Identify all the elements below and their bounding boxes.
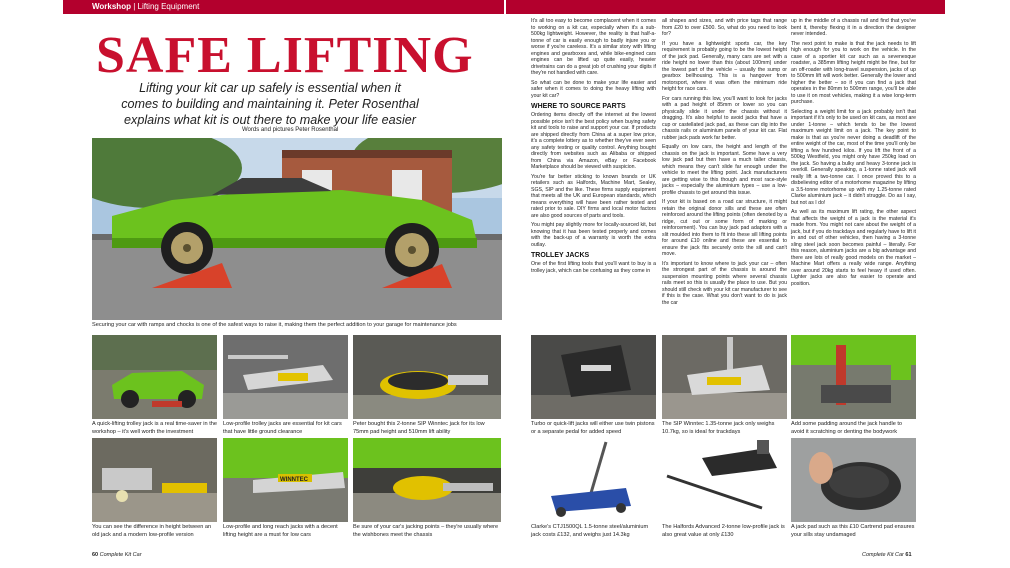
article-paragraph: If you have a lightweight sports car, the key requirement is probably going to be the lowest height of the jack pad. Generally, many cars are set with a ride height no lower than this (about 100mm) under the lowest part of the vehicle – usually the sump or gearbox bellhousing. This is a hangover from motorsport, where it was often the minimum ride height for race cars. (662, 40, 787, 92)
caption-left-row1-2: Low-profile trolley jacks are essential for kit cars that have little ground clearance (223, 421, 342, 435)
magazine-name-right: Complete Kit Car (862, 552, 904, 558)
page-number-left: 60 (92, 552, 99, 558)
photo-sip-winntec-jack (353, 335, 501, 419)
section-tag: Workshop | Lifting Equipment (92, 2, 200, 11)
caption-right-row1-1: Turbo or quick-lift jacks will either use twin pistons or a separate pedal for added speed (531, 421, 655, 435)
footer-right (862, 552, 912, 558)
section-label: Workshop (92, 2, 131, 11)
article-paragraph: If your kit is based on a road car structure, it might retain the original donor sills and these are often reinforced around the lifting points (often denoted by a ridge, cut out or some form of marking or reinforcement). You can buy jack pad adaptors with a slit moulded into them to fit into these sill lifting points for around £10 online and these are essential to ensure the jack fits securely onto the sill and can't move. (662, 199, 787, 257)
article-paragraph: It's important to know where to jack your car – often the strongest part of the chassis is around the suspension mounting points where several chassis rails meet so this is usually the place to use. But you should still check with your kit car manufacturer to see if this is the case. What you don't want to do is jack the car (662, 260, 787, 306)
photo-clarke-jack (531, 438, 656, 522)
article-paragraph: The next point to make is that the jack needs to lift high enough for you to work on the vehicle. In the case of a sportier kit car such as a sevenesque roadster, a 385mm lifting height might be fine, but for an off-roader with long-travel suspension, jacks of up to 500mm lift will work better. Generally the lower and higher the better – so if you can find a jack that operates in the 80mm to 500mm range, you'll be able to use it on most vehicles, making it a wise long-term purchase. (791, 40, 916, 105)
subheading-trolley-jacks: TROLLEY JACKS (531, 252, 590, 259)
article-title: SAFE LIFTING (96, 27, 474, 84)
caption-left-row1-1: A quick-lifting trolley jack is a real time-saver in the workshop – it's well worth the investment (92, 421, 217, 435)
hero-caption: Securing your car with ramps and chocks is one of the safest ways to raise it, making them the perfect addition to your garage for maintenance jobs (92, 322, 457, 328)
caption-left-row2-3: Be sure of your car's jacking points – they're usually where the wishbones meet the chassis (353, 524, 499, 538)
byline: Words and pictures Peter Rosenthal (242, 127, 339, 133)
jack-brand-label: WINNTEC (280, 477, 308, 483)
photo-sip-winntec-lightweight-jack (662, 335, 787, 419)
caption-right-row1-3: Add some padding around the jack handle to avoid it scratching or denting the bodywork (791, 421, 903, 435)
article-paragraph: Equally on low cars, the height and length of the chassis on the jack is important. Some have a very low jack pad but then have a much taller chassis, which means they can't slide far enough under the vehicle to meet the lifting point. Jack manufacturers are getting wise to this though and most race-style jacks – especially the aluminium types – use a low-profile chassis to get around this issue. (662, 144, 787, 196)
photo-halfords-jack (662, 438, 787, 522)
photo-jacking-point (353, 438, 501, 522)
article-paragraph: Ordering items directly off the internet at the lowest possible price isn't the best policy when buying safety kit and tools to raise and support your car. If products are shipped directly from China at a super low price, it's a complete lottery as to whether they've ever seen any safety testing or quality control. Anything bought directly from websites such as Alibaba or shipped from China via Amazon, eBay or Facebook Marketplace should be viewed with suspicion. (531, 112, 656, 170)
page-number-right: 61 (905, 552, 912, 558)
photo-long-reach-jack (223, 438, 348, 522)
article-standfirst: Lifting your kit car up safely is essential when it comes to building and maintaining it. Peter Rosenthal explains what kit is out there to make your life easier (121, 81, 419, 127)
caption-left-row2-1: You can see the difference in height between an old jack and a modern low-profile version (92, 524, 212, 538)
photo-cartrend-jack-pad (791, 438, 916, 522)
article-paragraph: You might pay slightly more for locally-sourced kit, but knowing that it has been tested properly and comes with the back-up of a warranty is worth the extra outlay. (531, 222, 656, 248)
photo-padded-jack-handle (791, 335, 916, 419)
article-paragraph: up in the middle of a chassis rail and find that you've bent it, thereby flexing it in a direction the designer never intended. (791, 18, 916, 37)
magazine-name-left: Complete Kit Car (99, 552, 142, 558)
caption-right-row2-1: Clarke's CTJ1500QL 1.5-tonne steel/aluminium jack costs £132, and weighs just 14.3kg (531, 524, 649, 538)
header-bar-right (506, 0, 945, 14)
article-paragraph: You're far better sticking to known brands or UK retailers such as Halfords, Machine Mart, Sealey, SGS, SIP and the like. These firms supply equipment that meets all the UK and European standards, which means everything will have been rather tested and rated prior to sale. DIY firms and local motor factors are also good sources of parts and tools. (531, 173, 656, 219)
caption-right-row1-2: The SIP Winntec 1.35-tonne jack only weighs 10.7kg, so is ideal for trackdays (662, 421, 775, 435)
photo-car-on-trolley-jack (92, 335, 217, 419)
caption-left-row2-2: Low-profile and long reach jacks with a decent lifting height are a must for low cars (223, 524, 338, 538)
article-column-3 (791, 18, 916, 287)
photo-twin-piston-jack (531, 335, 656, 419)
article-paragraph: One of the first lifting tools that you'll want to buy is a trolley jack, which can be confusing as they come in (531, 261, 656, 274)
hero-photo-green-car-on-ramps (92, 138, 502, 320)
caption-right-row2-3: A jack pad such as this £10 Cartrend pad ensures your sills stay undamaged (791, 524, 915, 538)
article-column-1 (531, 18, 656, 274)
article-paragraph: For cars running this low, you'll want to look for jacks with a pad height of 85mm or lower so you can physically slide it under the chassis without it dragging. It's also helpful to avoid jacks that have a cup or castellated jack pad, as these can dig into the chassis rails or aluminium panels of your kit car. Flat rubber jack pads work far better. (662, 95, 787, 141)
article-paragraph: Selecting a weight limit for a jack probably isn't that important if it's only to be used on kit cars, as most are under 1-tonne – which tends to be the lowest maximum weight limit on a jack. The key point to make is that as you're never doing a deadlift of the entire weight of the car, most of the time you'll only be lifting a few hundred kilos. If you lift the front of a 500kg Westfield, you might only have 250kg load on the jack. So having a bulky and heavy 3-tonne jack is overkill. Generally speaking, a 1-tonne rated jack will really lift a two-tonne car. I once proved this to a disbelieving editor of a motorhome magazine by lifting a 3.5-tonne motorhome up with my 1.25-tonne rated Clarke aluminium jack – it didn't struggle. Do as I say, but not as I do! (791, 108, 916, 206)
footer-left (92, 552, 142, 558)
article-paragraph: As well as its maximum lift rating, the other aspect that affects the weight of a jack is the material it's made from. You might not care about the weight of a jack, but if you do trackdays and regularly have to lift it in and out of other vehicles, then having a 3-tonne sling steel jack soon becomes painful – literally. For this reason, aluminium jacks are a big advantage and there are lots of really good models on the market – Machine Mart offers a really wide range. Anything over around 20kg starts to feel heavy if used often. Lighter jacks are also far easier to operate and position. (791, 209, 916, 287)
subheading-where-to-source: WHERE TO SOURCE PARTS (531, 103, 626, 110)
article-column-2 (662, 18, 787, 306)
article-paragraph: all shapes and sizes, and with price tags that range from £20 to over £500. So, what do you need to look for? (662, 18, 787, 37)
photo-jack-height-comparison (92, 438, 217, 522)
article-paragraph: So what can be done to make your life easier and safer when it comes to doing the heavy lifting with your kit car? (531, 79, 656, 99)
photo-low-profile-jack (223, 335, 348, 419)
caption-right-row2-2: The Halfords Advanced 2-tonne low-profile jack is also great value at only £130 (662, 524, 785, 538)
caption-left-row1-3: Peter bought this 2-tonne SIP Winntec jack for its low 75mm pad height and 510mm lift ability (353, 421, 485, 435)
subsection-label: Lifting Equipment (137, 2, 200, 11)
article-intro: It's all too easy to become complacent when it comes to working on a kit car, especially when it's a sub-500kg lightweight. However, the reality is that half-a-tonne of car is easily enough to badly injure you or worse if you're careless. It's a similar story with lifting engines and gearboxes and, while bike-engined cars engines can be lifted up quite easily, heavier drivetrains can do a great job of crushing your digits if they're not handled with care. (531, 18, 656, 76)
